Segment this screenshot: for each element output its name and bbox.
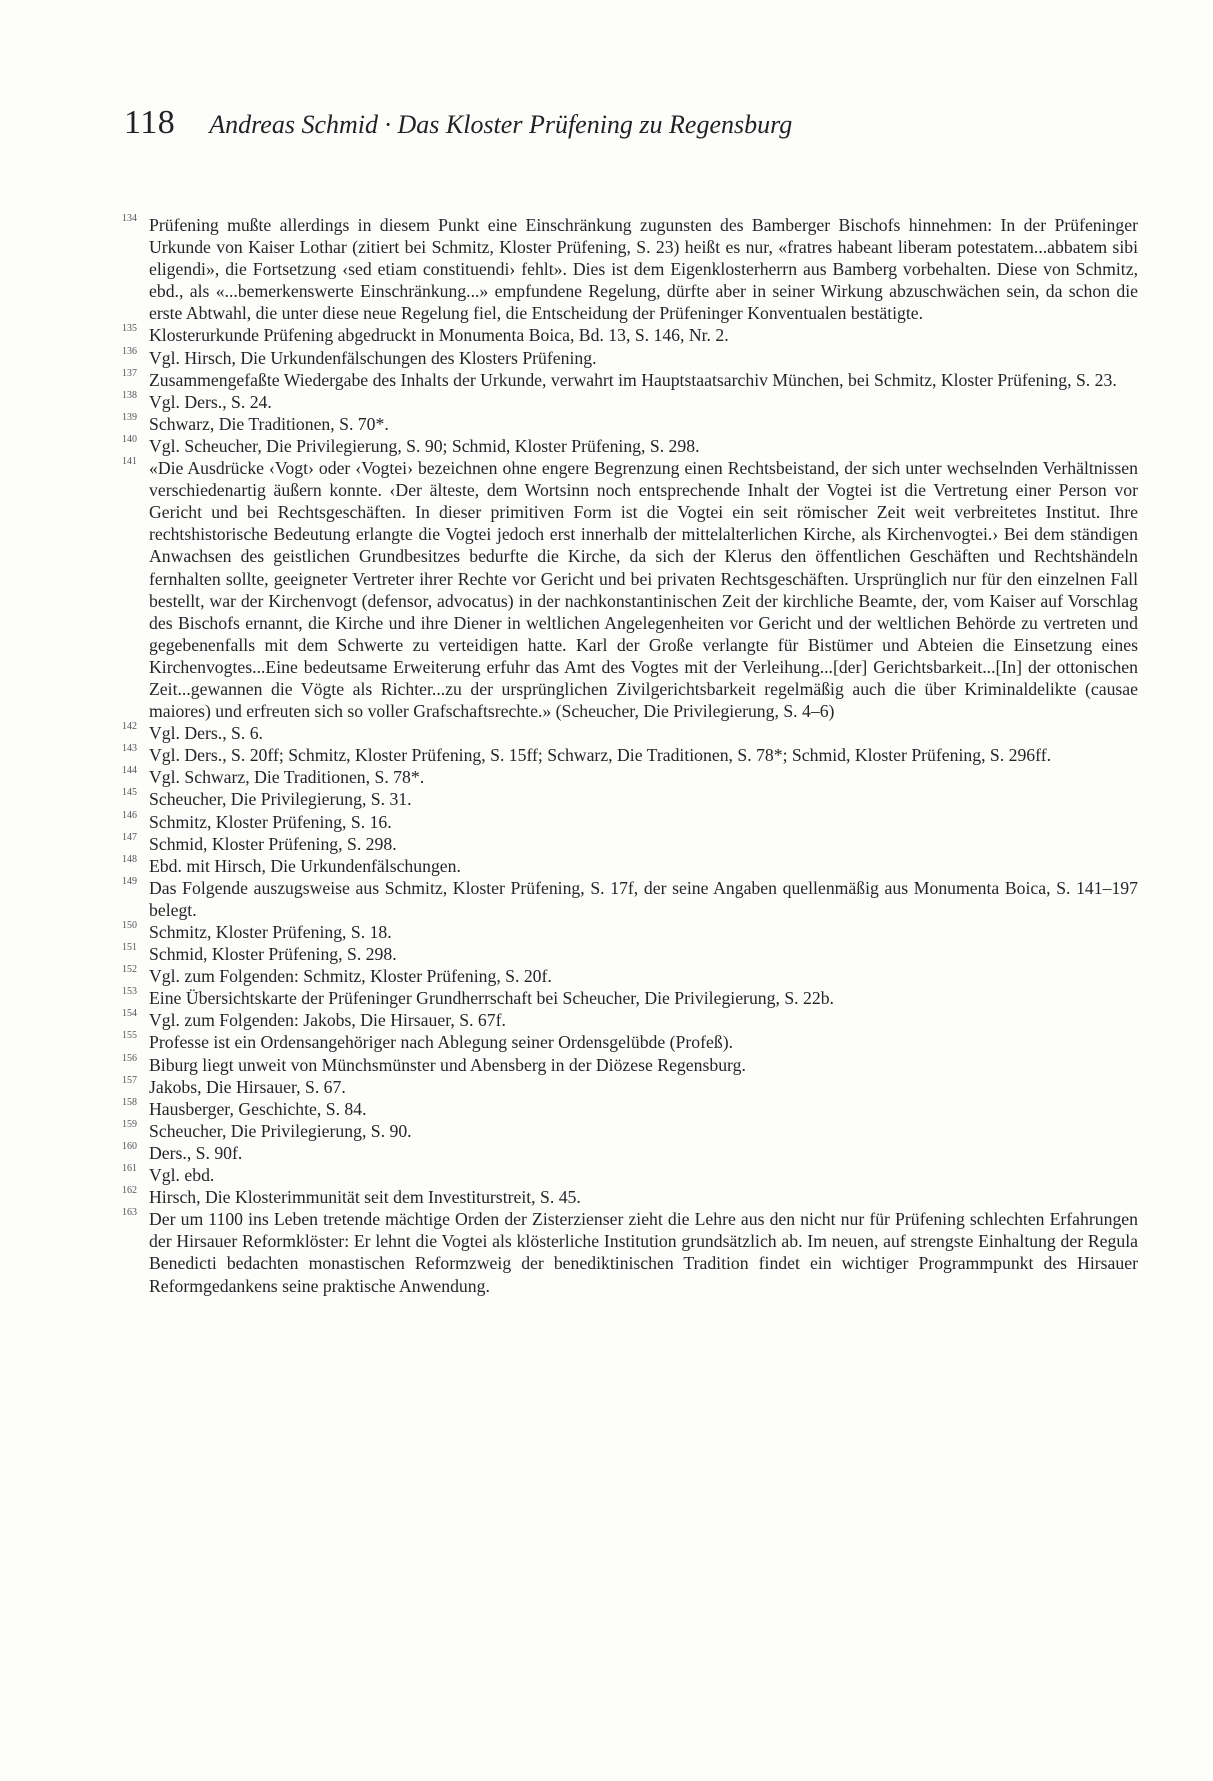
footnote-number: 140 — [122, 433, 137, 445]
footnote-text: Vgl. ebd. — [149, 1165, 215, 1186]
footnote — [122, 1120, 1138, 1142]
footnote-text: Klosterurkunde Prüfening abgedruckt in Monumenta Boica, Bd. 13, S. 146, Nr. 2. — [149, 325, 729, 346]
footnote-text: Vgl. Schwarz, Die Traditionen, S. 78*. — [149, 767, 425, 788]
footnote — [122, 1208, 1138, 1296]
footnote-number: 155 — [122, 1030, 137, 1042]
footnote-number: 141 — [122, 456, 137, 468]
footnote — [122, 1186, 1138, 1208]
footnote-text: Das Folgende auszugsweise aus Schmitz, Kloster Prüfening, S. 17f, der seine Angaben quellenmäßig aus Monumenta Boica, S. 141–197 belegt. — [149, 877, 1138, 920]
footnote-number: 151 — [122, 942, 137, 954]
footnote — [122, 391, 1138, 413]
footnote — [122, 788, 1138, 810]
footnote-text: Der um 1100 ins Leben tretende mächtige Orden der Zisterzienser zieht die Lehre aus den nicht nur für Prüfening schlechten Erfahrungen der Hirsauer Reformklöster: Er lehnt die Vogtei als klösterliche Institution grundsätzlich ab. Im neuen, auf strengste Einhaltung der Regula Benedicti bedachten monastischen Reformzweig der benediktinischen Tradition findet ein wichtiger Programmpunkt des Hirsauer Reformgedankens seine praktische Anwendung. — [149, 1209, 1138, 1296]
footnote — [122, 722, 1138, 744]
footnote — [122, 457, 1138, 722]
footnote-text: Hausberger, Geschichte, S. 84. — [149, 1098, 367, 1119]
footnote-number: 144 — [122, 765, 137, 777]
footnote-number: 138 — [122, 389, 137, 401]
footnote — [122, 1164, 1138, 1186]
footnote — [122, 413, 1138, 435]
footnote-number: 162 — [122, 1185, 137, 1197]
footnote-number: 139 — [122, 411, 137, 423]
footnote-number: 149 — [122, 875, 137, 887]
footnote — [122, 766, 1138, 788]
footnote — [122, 744, 1138, 766]
footnote-text: Zusammengefaßte Wiedergabe des Inhalts der Urkunde, verwahrt im Hauptstaatsarchiv München, bei Schmitz, Kloster Prüfening, S. 23. — [149, 369, 1117, 390]
footnote — [122, 833, 1138, 855]
footnote-text: Vgl. Hirsch, Die Urkundenfälschungen des Klosters Prüfening. — [149, 347, 597, 368]
footnote-text: Vgl. Scheucher, Die Privilegierung, S. 90; Schmid, Kloster Prüfening, S. 298. — [149, 435, 700, 456]
footnote-number: 157 — [122, 1074, 137, 1086]
footnote-number: 137 — [122, 367, 137, 379]
footnote-text: Jakobs, Die Hirsauer, S. 67. — [149, 1076, 346, 1097]
footnote-number: 153 — [122, 986, 137, 998]
footnote-text: Eine Übersichtskarte der Prüfeninger Grundherrschaft bei Scheucher, Die Privilegierung, S. 22b. — [149, 988, 834, 1009]
footnote-text: Schmitz, Kloster Prüfening, S. 18. — [149, 922, 392, 942]
footnote-text: Vgl. Ders., S. 20ff; Schmitz, Kloster Prüfening, S. 15ff; Schwarz, Die Traditionen, S. 78*; Schmid, Kloster Prüfening, S. 296ff. — [149, 745, 1052, 766]
footnote — [122, 1098, 1138, 1120]
footnote — [122, 921, 1138, 943]
footnote-text: Ders., S. 90f. — [149, 1142, 243, 1163]
footnote-number: 134 — [122, 213, 137, 224]
footnote — [122, 877, 1138, 921]
footnote-number: 156 — [122, 1052, 137, 1064]
footnote-text: Scheucher, Die Privilegierung, S. 31. — [149, 789, 412, 810]
footnote — [122, 1031, 1138, 1053]
footnote-text: Vgl. Ders., S. 24. — [149, 391, 272, 412]
footnote-number: 161 — [122, 1163, 137, 1175]
footnote-number: 135 — [122, 323, 137, 335]
running-head — [124, 104, 792, 142]
footnote — [122, 965, 1138, 987]
footnote — [122, 1142, 1138, 1164]
footnote-number: 159 — [122, 1118, 137, 1130]
footnote — [122, 855, 1138, 877]
footnote-text: Schmitz, Kloster Prüfening, S. 16. — [149, 811, 392, 832]
footnote-text: Prüfening mußte allerdings in diesem Punkt eine Einschränkung zugunsten des Bamberger Bischofs hinnehmen: In der Prüfeninger Urkunde von Kaiser Lothar (zitiert bei Schmitz, Kloster Prüfening, S. 23) heißt es nur, «fratres habeant liberam potestatem...abbatem sibi eligendi», die Fortsetzung ‹sed etiam constituendi› fehlt». Dies ist dem Eigenklosterherrn aus Bamberg vorbehalten. Diese von Schmitz, ebd., als «...bemerkenswerte Einschränkung...» empfundene Regelung, dürfte aber in seiner Wirkung abzuschwächen sein, da schon die erste Abtwahl, die unter diese neue Regelung fiel, die Entscheidung der Prüfeninger Konventualen bestätigte. — [149, 215, 1138, 324]
footnote-text: Schwarz, Die Traditionen, S. 70*. — [149, 413, 389, 434]
footnote-text: Vgl. Ders., S. 6. — [149, 723, 263, 744]
footnote-number: 158 — [122, 1096, 137, 1108]
footnote-text: Schmid, Kloster Prüfening, S. 298. — [149, 944, 397, 965]
footnote — [122, 369, 1138, 391]
footnote-number: 154 — [122, 1008, 137, 1020]
footnote — [122, 324, 1138, 346]
footnote-text: Vgl. zum Folgenden: Schmitz, Kloster Prüfening, S. 20f. — [149, 966, 552, 987]
page-number: 118 — [124, 104, 176, 141]
footnote-text: Ebd. mit Hirsch, Die Urkundenfälschungen. — [149, 855, 461, 876]
footnote-number: 147 — [122, 831, 137, 843]
footnote — [122, 435, 1138, 457]
footnote-text: Biburg liegt unweit von Münchsmünster und Abensberg in der Diözese Regensburg. — [149, 1054, 746, 1075]
footnote — [122, 987, 1138, 1009]
footnote — [122, 1054, 1138, 1076]
footnote-number: 163 — [122, 1207, 137, 1219]
footnote — [122, 1076, 1138, 1098]
footnote-number: 145 — [122, 787, 137, 799]
footnote-text: Hirsch, Die Klosterimmunität seit dem Investiturstreit, S. 45. — [149, 1187, 581, 1208]
footnote — [122, 1009, 1138, 1031]
running-title: Andreas Schmid · Das Kloster Prüfening zu Regensburg — [209, 110, 793, 139]
footnote-text: «Die Ausdrücke ‹Vogt› oder ‹Vogtei› bezeichnen ohne engere Begrenzung einen Rechtsbeistand, der sich unter wechselnden Verhältnissen verschiedenartig äußern konnte. ‹Der älteste, dem Wortsinn noch entsprechende Inhalt der Vogtei ist die Vertretung einer Person vor Gericht und bei Rechtsgeschäften. In dieser primitiven Form ist die Vogtei ein seit römischer Zeit weit verbreitetes Institut. Ihre rechtshistorische Bedeutung erlangte die Vogtei jedoch erst innerhalb der mittelalterlichen Kirche, als Kirchenvogtei.› Bei dem ständigen Anwachsen des geistlichen Grundbesitzes bedurfte die Kirche, da sich der Klerus den öffentlichen Geschäften und Rechtshändeln fernhalten sollte, geeigneter Vertreter ihrer Rechte vor Gericht und bei privaten Rechtsgeschäften. Ursprünglich nur für den einzelnen Fall bestellt, war der Kirchenvogt (defensor, advocatus) in der nachkonstantinischen Zeit der kirchliche Beamte, der, vom Kaiser auf Vorschlag des Bischofs ernannt, die Kirche und ihre Diener in weltlichen Angelegenheiten vor Gericht und der weltlichen Behörde zu vertreten und gegebenenfalls mit dem Schwerte zu verteidigen hatte. Karl der Große verlangte für Bistümer und Abteien die Einsetzung eines Kirchenvogtes...Eine bedeutsame Erweiterung erfuhr das Amt des Vogtes mit der Verleihung...[der] Gerichtsbarkeit...[In] der ottonischen Zeit...gewannen die Vögte als Richter...zu der ursprünglichen Zivilgerichtsbarkeit regelmäßig auch die über Kriminaldelikte (causae maiores) und erfreuten sich so voller Grafschaftsrechte.» (Scheucher, Die Privilegierung, S. 4–6) — [149, 458, 1138, 722]
footnote — [122, 811, 1138, 833]
footnote-number: 150 — [122, 920, 137, 931]
footnote-text: Professe ist ein Ordensangehöriger nach Ablegung seiner Ordensgelübde (Profeß). — [149, 1032, 734, 1053]
footnote-text: Scheucher, Die Privilegierung, S. 90. — [149, 1120, 412, 1141]
footnote — [122, 943, 1138, 965]
footnote-number: 143 — [122, 743, 137, 755]
footnote-number: 160 — [122, 1140, 137, 1152]
footnote-number: 148 — [122, 853, 137, 865]
footnotes — [122, 214, 1138, 1297]
footnote — [122, 214, 1138, 324]
footnote-number: 136 — [122, 345, 137, 357]
footnote-text: Schmid, Kloster Prüfening, S. 298. — [149, 833, 397, 854]
footnote-number: 146 — [122, 809, 137, 821]
footnote-number: 152 — [122, 964, 137, 976]
footnote — [122, 347, 1138, 369]
footnote-text: Vgl. zum Folgenden: Jakobs, Die Hirsauer, S. 67f. — [149, 1010, 506, 1031]
footnote-number: 142 — [122, 721, 137, 733]
